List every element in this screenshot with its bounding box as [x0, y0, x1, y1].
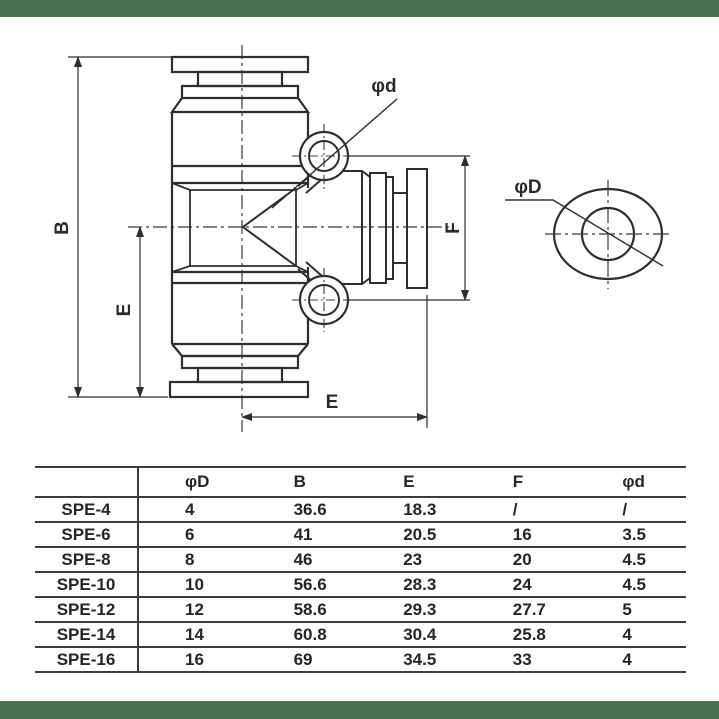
- header-cell: B: [248, 467, 358, 497]
- model-cell: SPE-10: [35, 572, 138, 597]
- value-cell: 27.7: [467, 597, 577, 622]
- phi-d-small-label: φd: [371, 76, 397, 97]
- value-cell: 58.6: [248, 597, 358, 622]
- dim-b-label: B: [52, 221, 73, 235]
- model-cell: SPE-16: [35, 647, 138, 672]
- table-row: [35, 597, 686, 622]
- value-cell: 6: [138, 522, 248, 547]
- phi-d-large-label: φD: [514, 177, 542, 198]
- value-cell: 4.5: [576, 547, 686, 572]
- value-cell: 24: [467, 572, 577, 597]
- dim-e-left-label: E: [114, 303, 135, 317]
- side-branch: [298, 165, 427, 290]
- value-cell: 3.5: [576, 522, 686, 547]
- value-cell: 23: [357, 547, 467, 572]
- value-cell: 69: [248, 647, 358, 672]
- header-cell: φD: [138, 467, 248, 497]
- value-cell: 20.5: [357, 522, 467, 547]
- value-cell: 20: [467, 547, 577, 572]
- value-cell: 60.8: [248, 622, 358, 647]
- value-cell: 56.6: [248, 572, 358, 597]
- model-cell: SPE-8: [35, 547, 138, 572]
- value-cell: 12: [138, 597, 248, 622]
- bottom-border-band: [0, 701, 719, 719]
- table-row: [35, 522, 686, 547]
- table-row: [35, 647, 686, 672]
- value-cell: 41: [248, 522, 358, 547]
- table-row: [35, 547, 686, 572]
- value-cell: 14: [138, 622, 248, 647]
- value-cell: 8: [138, 547, 248, 572]
- spec-table: [35, 466, 686, 673]
- header-cell: E: [357, 467, 467, 497]
- spec-table-body: [35, 497, 686, 672]
- value-cell: 4: [576, 622, 686, 647]
- value-cell: 5: [576, 597, 686, 622]
- value-cell: /: [467, 497, 577, 522]
- table-row: [35, 622, 686, 647]
- dim-f-label: F: [443, 222, 464, 234]
- value-cell: 10: [138, 572, 248, 597]
- model-cell: SPE-12: [35, 597, 138, 622]
- model-cell: SPE-14: [35, 622, 138, 647]
- table-row: [35, 572, 686, 597]
- value-cell: 4: [576, 647, 686, 672]
- spec-table-head: [35, 467, 686, 497]
- corner-cell: [35, 467, 138, 497]
- model-cell: SPE-6: [35, 522, 138, 547]
- value-cell: 16: [467, 522, 577, 547]
- dim-e-bottom-label: E: [325, 392, 339, 413]
- end-view: [505, 177, 672, 289]
- value-cell: 34.5: [357, 647, 467, 672]
- value-cell: 36.6: [248, 497, 358, 522]
- value-cell: 29.3: [357, 597, 467, 622]
- value-cell: 25.8: [467, 622, 577, 647]
- header-cell: φd: [576, 467, 686, 497]
- dimension-e-left: [114, 227, 140, 397]
- phi-d-holes: [292, 124, 356, 332]
- value-cell: 4: [138, 497, 248, 522]
- value-cell: 18.3: [357, 497, 467, 522]
- value-cell: 30.4: [357, 622, 467, 647]
- header-cell: F: [467, 467, 577, 497]
- model-cell: SPE-4: [35, 497, 138, 522]
- centerlines: [128, 45, 452, 432]
- dimension-f: [348, 156, 470, 300]
- value-cell: 16: [138, 647, 248, 672]
- value-cell: 28.3: [357, 572, 467, 597]
- header-row: [35, 467, 686, 497]
- table-row: [35, 497, 686, 522]
- value-cell: /: [576, 497, 686, 522]
- value-cell: 46: [248, 547, 358, 572]
- value-cell: 4.5: [576, 572, 686, 597]
- value-cell: 33: [467, 647, 577, 672]
